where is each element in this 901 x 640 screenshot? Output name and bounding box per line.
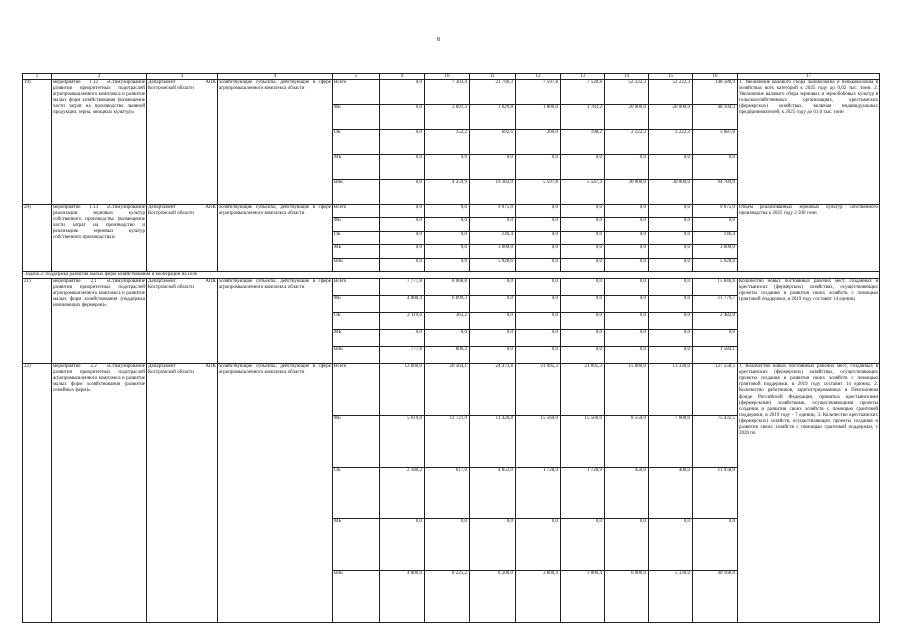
value-cell: 9 075,0 bbox=[693, 205, 738, 218]
value-cell: 6 899,3 bbox=[425, 296, 470, 313]
value-cell: 30 000,0 bbox=[605, 180, 649, 205]
fin-source: МБ bbox=[333, 245, 380, 258]
row-number: 20) bbox=[23, 205, 52, 272]
value-cell: 0,0 bbox=[605, 218, 649, 231]
value-cell: 0,0 bbox=[516, 296, 561, 313]
value-cell: 1 629,8 bbox=[470, 105, 516, 130]
value-cell: 0,0 bbox=[561, 330, 605, 347]
value-cell: 0,0 bbox=[425, 245, 470, 258]
header-cell: 13 bbox=[561, 74, 605, 80]
value-cell: 0,0 bbox=[561, 279, 605, 296]
value-cell: 0,0 bbox=[470, 313, 516, 330]
value-cell: 1 584,1 bbox=[693, 347, 738, 364]
value-cell: 0,0 bbox=[425, 519, 470, 571]
value-cell: 0,0 bbox=[649, 313, 693, 330]
value-cell: 0,0 bbox=[516, 313, 561, 330]
value-cell: 127 558,5 bbox=[693, 364, 738, 416]
value-cell: 0,0 bbox=[425, 205, 470, 218]
activity-cell: мероприятие 1.12 «Стимулирование развития приоритетных подотраслей агропромышленного комплекса и развитие малых форм хозяйствования (возмещение части затрат на производство льняной продукции, зерна, овощных культур)» bbox=[52, 80, 147, 205]
value-cell: 5 928,6 bbox=[470, 258, 516, 271]
table-row bbox=[23, 279, 880, 296]
value-cell: 692,6 bbox=[470, 130, 516, 155]
value-cell: 0,0 bbox=[380, 258, 425, 271]
fin-source: ОБ bbox=[333, 231, 380, 244]
value-cell: 0,0 bbox=[561, 519, 605, 571]
value-cell: 20 564,1 bbox=[425, 364, 470, 416]
value-cell: 0,0 bbox=[561, 155, 605, 180]
executor-cell: Департамент АПК Костромской области bbox=[147, 364, 218, 623]
header-cell: 11 bbox=[470, 74, 516, 80]
header-cell: 10 bbox=[425, 74, 470, 80]
header-cell: 9 bbox=[380, 74, 425, 80]
value-cell: 0,0 bbox=[561, 258, 605, 271]
row-number: 19) bbox=[23, 80, 52, 205]
fin-source: Всего bbox=[333, 205, 380, 218]
value-cell: 146,4 bbox=[693, 231, 738, 244]
value-cell: 617,0 bbox=[425, 467, 470, 519]
fin-source: Всего bbox=[333, 364, 380, 416]
value-cell: 0,0 bbox=[516, 330, 561, 347]
value-cell: 0,0 bbox=[516, 258, 561, 271]
value-cell: 0,0 bbox=[380, 105, 425, 130]
task-heading: Задача 2: поддержка развития малых форм хозяйствования и кооперации на селе bbox=[23, 272, 880, 279]
value-cell: 0,0 bbox=[649, 279, 693, 296]
value-cell: 0,0 bbox=[693, 519, 738, 571]
value-cell: 52 222,3 bbox=[649, 80, 693, 105]
value-cell: 152,2 bbox=[425, 130, 470, 155]
value-cell: 8 550,0 bbox=[605, 415, 649, 467]
value-cell: 11 721,9 bbox=[425, 415, 470, 467]
value-cell: 6 000,0 bbox=[605, 571, 649, 623]
value-cell: 11 779,7 bbox=[693, 296, 738, 313]
value-cell: 48 104,3 bbox=[693, 105, 738, 130]
value-cell: 0,0 bbox=[649, 258, 693, 271]
value-cell: 5 330,0 bbox=[649, 571, 693, 623]
header-cell: 4 bbox=[218, 74, 333, 80]
value-cell: 0,0 bbox=[605, 245, 649, 258]
value-cell: 0,0 bbox=[605, 313, 649, 330]
header-cell: 5 bbox=[333, 74, 380, 80]
value-cell: 0,0 bbox=[649, 519, 693, 571]
value-cell: 0,0 bbox=[470, 330, 516, 347]
value-cell: 3 000,0 bbox=[470, 245, 516, 258]
value-cell: 5 019,8 bbox=[380, 415, 425, 467]
value-cell: 0,0 bbox=[425, 155, 470, 180]
value-cell: 2 119,6 bbox=[380, 313, 425, 330]
header-cell: 1 bbox=[23, 74, 52, 80]
value-cell: 0,0 bbox=[425, 330, 470, 347]
value-cell: 0,0 bbox=[605, 231, 649, 244]
value-cell: 3 806,4 bbox=[561, 571, 605, 623]
value-cell: 30 000,0 bbox=[649, 180, 693, 205]
executor-cell: Департамент АПК Костромской области bbox=[147, 80, 218, 205]
value-cell: 19 383,9 bbox=[470, 180, 516, 205]
value-cell: 24 473,8 bbox=[470, 364, 516, 416]
value-cell: 0,0 bbox=[561, 296, 605, 313]
result-cell: 1. Количество новых постоянных рабочих мест, созданных в крестьянских (фермерских) хозяйствах, осуществляющих проекты создания и развития своих хозяйств с помощью грантовой поддержки, в 2019 году составит 14 единиц. 2. Количество работников, зарегистрированных в Пенсионном фонде Российской Федерации, принятых крестьянскими (фермерскими) хозяйствами, осуществляющими проекты создания и развития своих хозяйств с помощью грантовой поддержки, в 2019 году - 7 единиц. 3. Количество крестьянских (фермерских) хозяйств, осуществляющих проекты создания и развития своих хозяйств с помощью грантовой поддержки, с 2020 по bbox=[738, 364, 880, 623]
value-cell: 146,4 bbox=[470, 231, 516, 244]
fin-source: ОБ bbox=[333, 467, 380, 519]
value-cell: 1 728,9 bbox=[561, 467, 605, 519]
value-cell: 0,0 bbox=[561, 205, 605, 218]
fin-source: ОБ bbox=[333, 313, 380, 330]
value-cell: 0,0 bbox=[605, 519, 649, 571]
activity-cell: мероприятие 2.1 «Стимулирование развития приоритетных подотраслей агропромышленного комплекса и развитие малых форм хозяйствования (поддержка начинающих фермеров)» bbox=[52, 279, 147, 364]
fin-source: МБ bbox=[333, 330, 380, 347]
value-cell: 0,0 bbox=[605, 330, 649, 347]
value-cell: 0,0 bbox=[380, 218, 425, 231]
table-row bbox=[23, 364, 880, 416]
fin-source: ФБ bbox=[333, 296, 380, 313]
value-cell: 0,0 bbox=[649, 347, 693, 364]
value-cell: 8 225,2 bbox=[425, 571, 470, 623]
value-cell: 75 432,5 bbox=[693, 415, 738, 467]
value-cell: 7 777,8 bbox=[380, 279, 425, 296]
value-cell: 0,0 bbox=[649, 330, 693, 347]
value-cell: 0,0 bbox=[380, 245, 425, 258]
page-number: 8 bbox=[437, 37, 440, 43]
header-cell: 2 bbox=[52, 74, 147, 80]
value-cell: 777,8 bbox=[380, 347, 425, 364]
row-number: 21) bbox=[23, 279, 52, 364]
value-cell: 4 259,9 bbox=[425, 180, 470, 205]
value-cell: 0,0 bbox=[516, 205, 561, 218]
table-row bbox=[23, 80, 880, 105]
value-cell: 20 000,0 bbox=[649, 105, 693, 130]
value-cell: 0,0 bbox=[649, 218, 693, 231]
value-cell: 0,0 bbox=[380, 80, 425, 105]
participants-cell: хозяйствующие субъекты, действующие в сфере агропромышленного комплекса области bbox=[218, 205, 333, 272]
value-cell: 8 068,8 bbox=[425, 279, 470, 296]
fin-source: ВнБ bbox=[333, 347, 380, 364]
value-cell: 0,0 bbox=[516, 245, 561, 258]
header-cell: 15 bbox=[649, 74, 693, 80]
value-cell: 0,0 bbox=[561, 218, 605, 231]
value-cell: 2 222,3 bbox=[605, 130, 649, 155]
value-cell: 0,0 bbox=[470, 296, 516, 313]
value-cell: 0,0 bbox=[470, 519, 516, 571]
value-cell: 0,0 bbox=[516, 279, 561, 296]
value-cell: 0,0 bbox=[470, 218, 516, 231]
value-cell: 0,0 bbox=[380, 180, 425, 205]
value-cell: 0,0 bbox=[380, 231, 425, 244]
value-cell: 3 806,4 bbox=[516, 571, 561, 623]
value-cell: 0,0 bbox=[380, 330, 425, 347]
fin-source: ФБ bbox=[333, 218, 380, 231]
header-cell: 12 bbox=[516, 74, 561, 80]
value-cell: 13 330,0 bbox=[649, 364, 693, 416]
value-cell: 0,0 bbox=[380, 130, 425, 155]
value-cell: 21 095,3 bbox=[516, 364, 561, 416]
value-cell: 15 000,0 bbox=[605, 364, 649, 416]
value-cell: 0,0 bbox=[693, 155, 738, 180]
header-cell: 17 bbox=[738, 74, 880, 80]
value-cell: 20 000,0 bbox=[605, 105, 649, 130]
fin-source: МБ bbox=[333, 519, 380, 571]
value-cell: 7 600,0 bbox=[649, 415, 693, 467]
program-table bbox=[22, 73, 880, 623]
fin-source: Всего bbox=[333, 80, 380, 105]
activity-cell: мероприятие 1.13 «Стимулирование реализации зерновых культур собственного производства (возмещение части затрат на производство и реализацию зерновых культур собственного производства)» bbox=[52, 205, 147, 272]
value-cell: 7 528,8 bbox=[561, 80, 605, 105]
value-cell: 52 222,3 bbox=[605, 80, 649, 105]
value-cell: 0,0 bbox=[605, 279, 649, 296]
value-cell: 148 580,9 bbox=[693, 80, 738, 105]
result-cell: 1. Увеличение валового сбора льноволокна и пеньковолокна в хозяйствах всех категорий к 2025 году до 0,02 тыс. тонн. 2. Увеличение валового сбора зерновых и зернобобовых культур в сельскохозяйственных организациях, крестьянских (фермерских) хозяйствах, включая индивидуальных предпринимателей, к 2025 году до 61,0 тыс. тонн bbox=[738, 80, 880, 205]
value-cell: 5 928,6 bbox=[693, 258, 738, 271]
value-cell: 5 597,8 bbox=[516, 180, 561, 205]
value-cell: 12 000,0 bbox=[380, 364, 425, 416]
value-cell: 0,0 bbox=[605, 347, 649, 364]
value-cell: 7 597,8 bbox=[516, 80, 561, 105]
executor-cell: Департамент АПК Костромской области bbox=[147, 279, 218, 364]
value-cell: 8 200,0 bbox=[470, 571, 516, 623]
value-cell: 363,2 bbox=[425, 313, 470, 330]
value-cell: 0,0 bbox=[605, 258, 649, 271]
value-cell: 2 891,3 bbox=[425, 105, 470, 130]
value-cell: 0,0 bbox=[693, 330, 738, 347]
value-cell: 21 706,3 bbox=[470, 80, 516, 105]
value-cell: 0,0 bbox=[470, 155, 516, 180]
task-row bbox=[23, 272, 880, 279]
value-cell: 4 880,4 bbox=[380, 296, 425, 313]
value-cell: 0,0 bbox=[425, 231, 470, 244]
value-cell: 0,0 bbox=[605, 296, 649, 313]
value-cell: 0,0 bbox=[605, 155, 649, 180]
fin-source: МБ bbox=[333, 155, 380, 180]
value-cell: 9 075,0 bbox=[470, 205, 516, 218]
value-cell: 0,0 bbox=[470, 347, 516, 364]
value-cell: 806,3 bbox=[425, 347, 470, 364]
fin-source: Всего bbox=[333, 279, 380, 296]
value-cell: 11 958,0 bbox=[693, 467, 738, 519]
value-cell: 200,0 bbox=[516, 130, 561, 155]
participants-cell: хозяйствующие субъекты, действующие в сфере агропромышленного комплекса области bbox=[218, 80, 333, 205]
value-cell: 1 728,9 bbox=[516, 467, 561, 519]
value-cell: 0,0 bbox=[561, 231, 605, 244]
value-cell: 0,0 bbox=[561, 245, 605, 258]
value-cell: 5 687,6 bbox=[693, 130, 738, 155]
value-cell: 94 789,0 bbox=[693, 180, 738, 205]
fin-source: ОБ bbox=[333, 130, 380, 155]
value-cell: 0,0 bbox=[516, 347, 561, 364]
value-cell: 2 180,2 bbox=[380, 467, 425, 519]
result-cell: Объем реализованных зерновых культур собственного производства к 2025 году 2 500 тонн bbox=[738, 205, 880, 272]
value-cell: 15 846,6 bbox=[693, 279, 738, 296]
value-cell: 400,0 bbox=[649, 467, 693, 519]
value-cell: 4 853,0 bbox=[470, 467, 516, 519]
value-cell: 21 095,3 bbox=[561, 364, 605, 416]
table-row bbox=[23, 205, 880, 218]
value-cell: 0,0 bbox=[380, 155, 425, 180]
value-cell: 0,0 bbox=[516, 231, 561, 244]
value-cell: 0,0 bbox=[649, 245, 693, 258]
fin-source: ВнБ bbox=[333, 258, 380, 271]
header-cell: 14 bbox=[605, 74, 649, 80]
header-cell: 3 bbox=[147, 74, 218, 80]
fin-source: ВнБ bbox=[333, 571, 380, 623]
activity-cell: мероприятие 2.2 «Стимулирование развития приоритетных подотраслей агропромышленного комплекса и развитие малых форм хозяйствования (развитие семейных ферм)» bbox=[52, 364, 147, 623]
fin-source: ВнБ bbox=[333, 180, 380, 205]
executor-cell: Департамент АПК Костромской области bbox=[147, 205, 218, 272]
value-cell: 0,0 bbox=[649, 231, 693, 244]
value-cell: 15 560,0 bbox=[561, 415, 605, 467]
value-cell: 198,2 bbox=[561, 130, 605, 155]
value-cell: 4 800,0 bbox=[380, 571, 425, 623]
value-cell: 5 547,4 bbox=[561, 180, 605, 205]
value-cell: 0,0 bbox=[516, 519, 561, 571]
value-cell: 0,0 bbox=[649, 205, 693, 218]
value-cell: 0,0 bbox=[470, 279, 516, 296]
value-cell: 1 783,2 bbox=[561, 105, 605, 130]
value-cell: 0,0 bbox=[693, 218, 738, 231]
value-cell: 2 222,3 bbox=[649, 130, 693, 155]
value-cell: 40 168,0 bbox=[693, 571, 738, 623]
value-cell: 0,0 bbox=[561, 313, 605, 330]
value-cell: 1 800,0 bbox=[516, 105, 561, 130]
value-cell: 15 560,0 bbox=[516, 415, 561, 467]
header-cell: 16 bbox=[693, 74, 738, 80]
value-cell: 0,0 bbox=[380, 205, 425, 218]
value-cell: 0,0 bbox=[425, 258, 470, 271]
value-cell: 0,0 bbox=[516, 155, 561, 180]
value-cell: 7 303,4 bbox=[425, 80, 470, 105]
value-cell: 0,0 bbox=[649, 296, 693, 313]
participants-cell: хозяйствующие субъекты, действующие в сфере агропромышленного комплекса области bbox=[218, 364, 333, 623]
value-cell: 11 420,8 bbox=[470, 415, 516, 467]
fin-source: ФБ bbox=[333, 415, 380, 467]
value-cell: 3 000,0 bbox=[693, 245, 738, 258]
value-cell: 0,0 bbox=[516, 218, 561, 231]
value-cell: 0,0 bbox=[380, 519, 425, 571]
value-cell: 0,0 bbox=[605, 205, 649, 218]
value-cell: 0,0 bbox=[649, 155, 693, 180]
value-cell: 450,0 bbox=[605, 467, 649, 519]
value-cell: 0,0 bbox=[425, 218, 470, 231]
participants-cell: хозяйствующие субъекты, действующие в сфере агропромышленного комплекса области bbox=[218, 279, 333, 364]
row-number: 22) bbox=[23, 364, 52, 623]
result-cell: Количество новых постоянных рабочих мест, созданных в крестьянских (фермерских) хозяйствах, осуществляющих проекты создания и развития своих хозяйств с помощью грантовой поддержки, в 2019 году составит 14 единиц bbox=[738, 279, 880, 364]
fin-source: ФБ bbox=[333, 105, 380, 130]
value-cell: 2 482,8 bbox=[693, 313, 738, 330]
value-cell: 0,0 bbox=[561, 347, 605, 364]
